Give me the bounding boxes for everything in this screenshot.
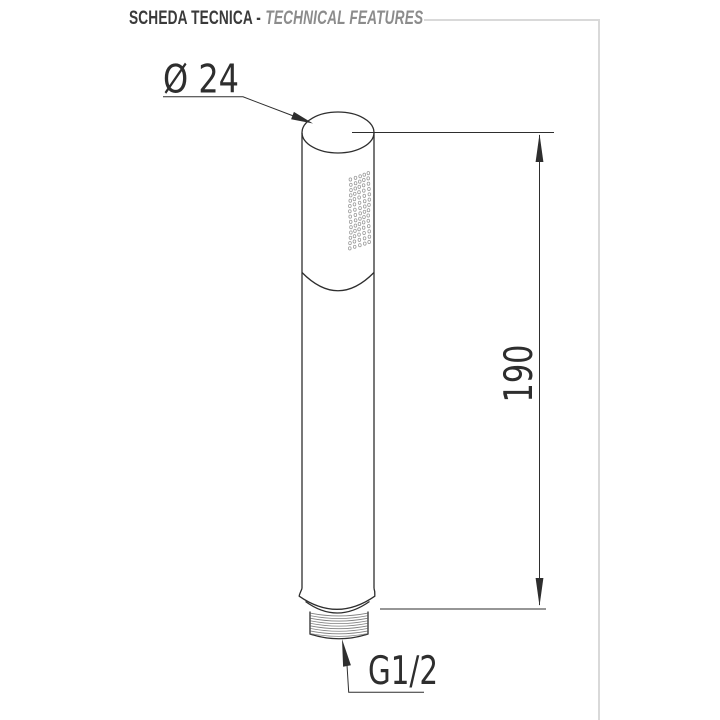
diameter-arrowhead [291,112,313,124]
diameter-label: Ø 24 [163,57,239,103]
thread-arrowhead [342,639,351,667]
length-label: 190 [497,328,542,403]
header-title-english: TECHNICAL FEATURES [265,8,424,29]
thread-section [310,612,368,639]
header-title-italian: SCHEDA TECNICA - [129,8,262,29]
nozzle-dots [348,172,370,250]
diameter-dimension [163,58,313,124]
hand-shower-outline [299,112,375,639]
bottom-cap-inner-rim [306,602,370,614]
thread-lines [311,613,368,636]
bottom-cap-outer-rim [299,589,375,610]
bottom-cap [299,589,375,614]
length-arrowhead-bottom [536,578,544,606]
head-seam-arc [302,273,374,291]
length-dimension [352,133,554,610]
length-arrowhead-top [536,134,544,162]
thread-dimension [342,639,438,694]
thread-label: G1/2 [368,649,438,694]
